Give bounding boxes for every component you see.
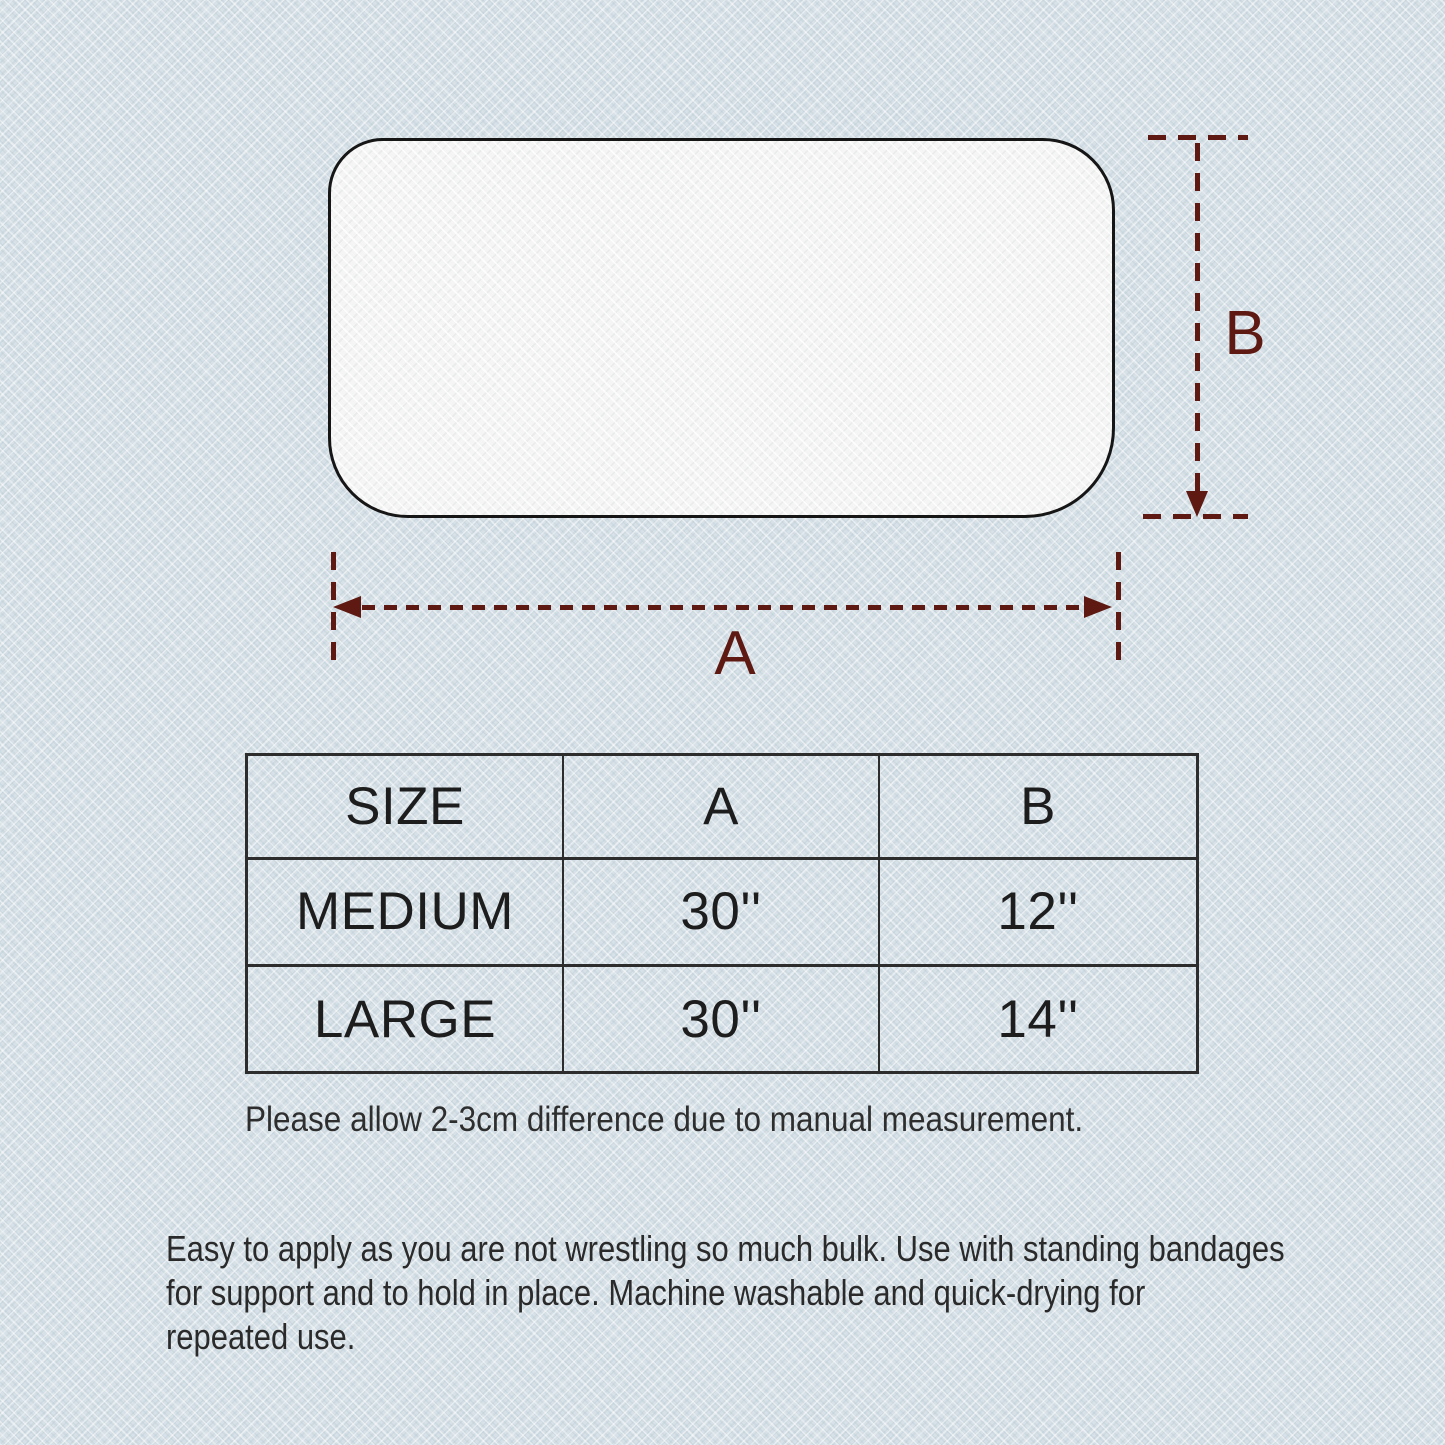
size-table-cell-medium-a: 30'': [564, 860, 880, 968]
product-pad-outline: [328, 138, 1115, 518]
size-table-header-size: SIZE: [248, 756, 564, 860]
dim-a-label: A: [714, 619, 756, 688]
measurement-note: Please allow 2-3cm difference due to manual measurement.: [245, 1100, 1084, 1139]
product-description-line: for support and to hold in place. Machine washable and quick-drying for: [166, 1272, 1146, 1313]
size-table-cell-large-a: 30'': [564, 967, 880, 1071]
product-description: [166, 1227, 1445, 1359]
dim-b-label: B: [1224, 299, 1266, 368]
dim-a-right-extension-line: [1116, 552, 1121, 662]
size-table-header-b: B: [880, 756, 1196, 860]
product-description-line: repeated use.: [166, 1316, 356, 1357]
size-table-cell-medium-size: MEDIUM: [248, 860, 564, 968]
dim-b-dimension-line: [1195, 143, 1200, 495]
product-description-line: Easy to apply as you are not wrestling so much bulk. Use with standing bandages: [166, 1228, 1285, 1269]
size-table: [245, 753, 1199, 1074]
size-table-cell-medium-b: 12'': [880, 860, 1196, 968]
size-table-header-a: A: [564, 756, 880, 860]
arrow-left-icon: [333, 596, 361, 618]
dim-b-top-extension-line: [1148, 135, 1248, 140]
size-table-cell-large-size: LARGE: [248, 967, 564, 1071]
size-table-cell-large-b: 14'': [997, 989, 1079, 1049]
dim-a-dimension-line: [362, 605, 1088, 610]
arrow-right-icon: [1084, 596, 1112, 618]
arrow-down-icon: [1186, 491, 1208, 517]
